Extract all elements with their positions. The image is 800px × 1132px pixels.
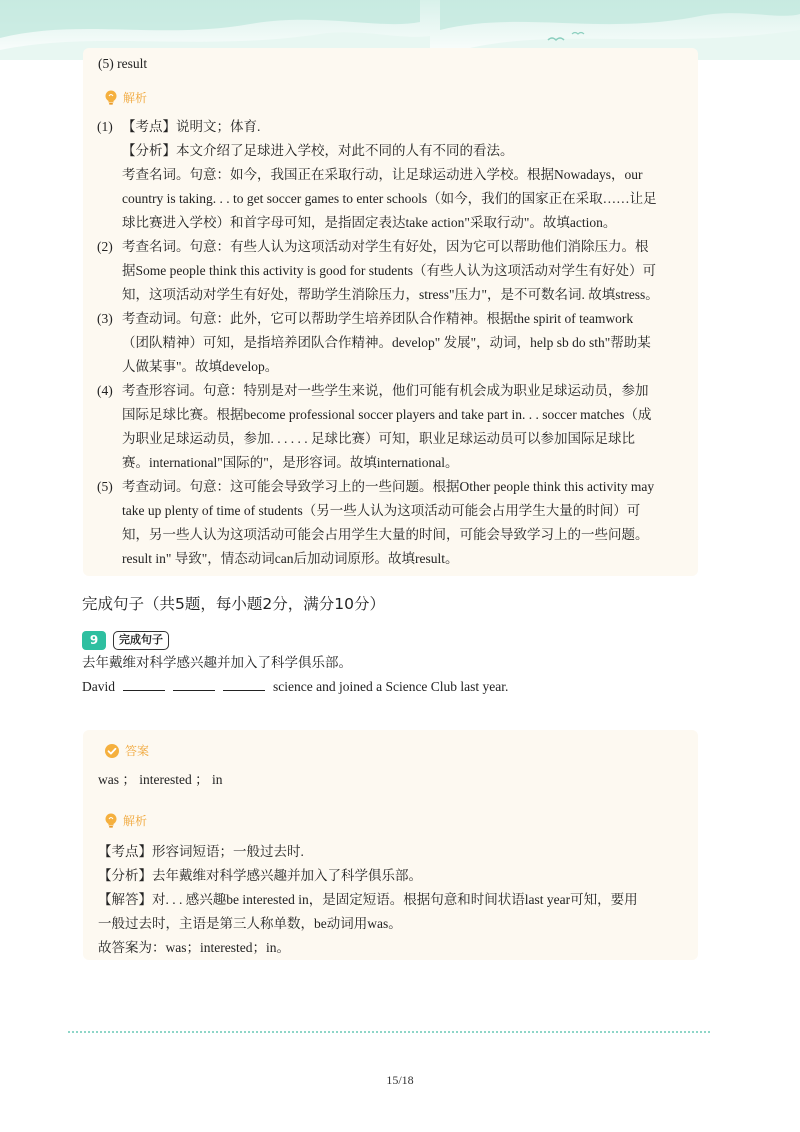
analysis-line: 考查形容词。句意：特别是对一些学生来说，他们可能有机会成为职业足球运动员，参加 <box>122 383 649 398</box>
analysis-line: 【分析】去年戴维对科学感兴趣并加入了科学俱乐部。 <box>98 868 422 883</box>
answer-text: was ； interested ； in <box>98 772 223 787</box>
question-sentence <box>82 678 508 696</box>
answer-blank-3[interactable] <box>223 679 265 691</box>
lightbulb-icon <box>104 90 118 106</box>
analysis-line: 国际足球比赛。根据become professional soccer players and take part in. . . soccer matches（成 <box>122 407 652 422</box>
analysis-line: （团队精神）可知，是指培养团队合作精神。develop" 发展"，动词，help sb do sth"帮助某 <box>122 335 651 350</box>
analysis-line: 【考点】形容词短语；一般过去时. <box>98 844 304 859</box>
analysis-line: 考查动词。句意：此外，它可以帮助学生培养团队合作精神。根据the spirit of teamwork <box>122 311 634 326</box>
analysis-line: 知，这项活动对学生有好处，帮助学生消除压力，stress"压力"，是不可数名词. 故填stress。 <box>122 287 659 302</box>
analysis-line: 【分析】本文介绍了足球进入学校，对此不同的人有不同的看法。 <box>122 143 514 158</box>
analysis-line: take up plenty of time of students（另一些人认为这项活动可能会占用学生大量的时间）可 <box>122 503 641 518</box>
sentence-end: science and joined a Science Club last year. <box>273 679 509 694</box>
analysis-line: result in" 导致"，情态动词can后加动词原形。故填result。 <box>122 551 459 566</box>
footer-divider <box>68 1031 710 1033</box>
analysis-line: 考查名词。句意：有些人认为这项活动对学生有好处，因为它可以帮助他们消除压力。根 <box>122 239 649 254</box>
answer-label: 答案 <box>125 744 150 758</box>
analysis-line: 球比赛进入学校）和首字母可知，是指固定表达take action"采取行动"。故填action。 <box>122 215 617 230</box>
analysis-label-row <box>104 90 147 106</box>
answer-blank-2[interactable] <box>173 679 215 691</box>
item-number: (5) <box>97 479 113 494</box>
question-type-tag: 完成句子 <box>113 631 169 650</box>
item-number: (4) <box>97 383 113 398</box>
item-number: (3) <box>97 311 113 326</box>
analysis-line: 【解答】对. . . 感兴趣be interested in，是固定短语。根据句意和时间状语last year可知，要用 <box>98 892 638 907</box>
analysis-line: 人做某事"。故填develop。 <box>122 359 279 374</box>
item-number: (1) <box>97 119 113 134</box>
analysis-line: 为职业足球运动员，参加. . . . . . 足球比赛）可知，职业足球运动员可以参加国际足球比 <box>122 431 635 446</box>
analysis-line: 据Some people think this activity is good for students（有些人认为这项活动对学生有好处）可 <box>122 263 656 278</box>
analysis-line: 一般过去时，主语是第三人称单数，be动词用was。 <box>98 916 402 931</box>
answer-tail: (5) result <box>98 56 148 71</box>
question-number-badge: 9 <box>82 631 106 650</box>
analysis-label-row <box>104 813 147 829</box>
analysis-line: 考查名词。句意：如今，我国正在采取行动，让足球运动进入学校。根据Nowadays，our <box>122 167 643 182</box>
item-number: (2) <box>97 239 113 254</box>
section-title: 完成句子（共5题，每小题2分，满分10分） <box>82 595 385 613</box>
analysis-line: 考查动词。句意：这可能会导致学习上的一些问题。根据Other people think this activity may <box>122 479 655 494</box>
analysis-label: 解析 <box>123 814 148 828</box>
sentence-start: David <box>82 679 115 694</box>
analysis-line: country is taking. . . to get soccer games to enter schools（如今，我们的国家正在采取……让足 <box>122 191 657 206</box>
lightbulb-icon <box>104 813 118 829</box>
answer-blank-1[interactable] <box>123 679 165 691</box>
analysis-line: 故答案为：was；interested；in。 <box>98 940 290 955</box>
answer-label-row <box>104 743 149 759</box>
check-circle-icon <box>104 743 120 759</box>
analysis-label: 解析 <box>123 91 148 105</box>
page-number: 15/18 <box>386 1073 414 1087</box>
analysis-line: 知，另一些人认为这项活动可能会占用学生大量的时间，可能会导致学习上的一些问题。 <box>122 527 649 542</box>
analysis-line: 【考点】说明文；体育. <box>122 119 261 134</box>
question-prompt: 去年戴维对科学感兴趣并加入了科学俱乐部。 <box>82 655 352 670</box>
analysis-line: 赛。international"国际的"，是形容词。故填international。 <box>122 455 459 470</box>
